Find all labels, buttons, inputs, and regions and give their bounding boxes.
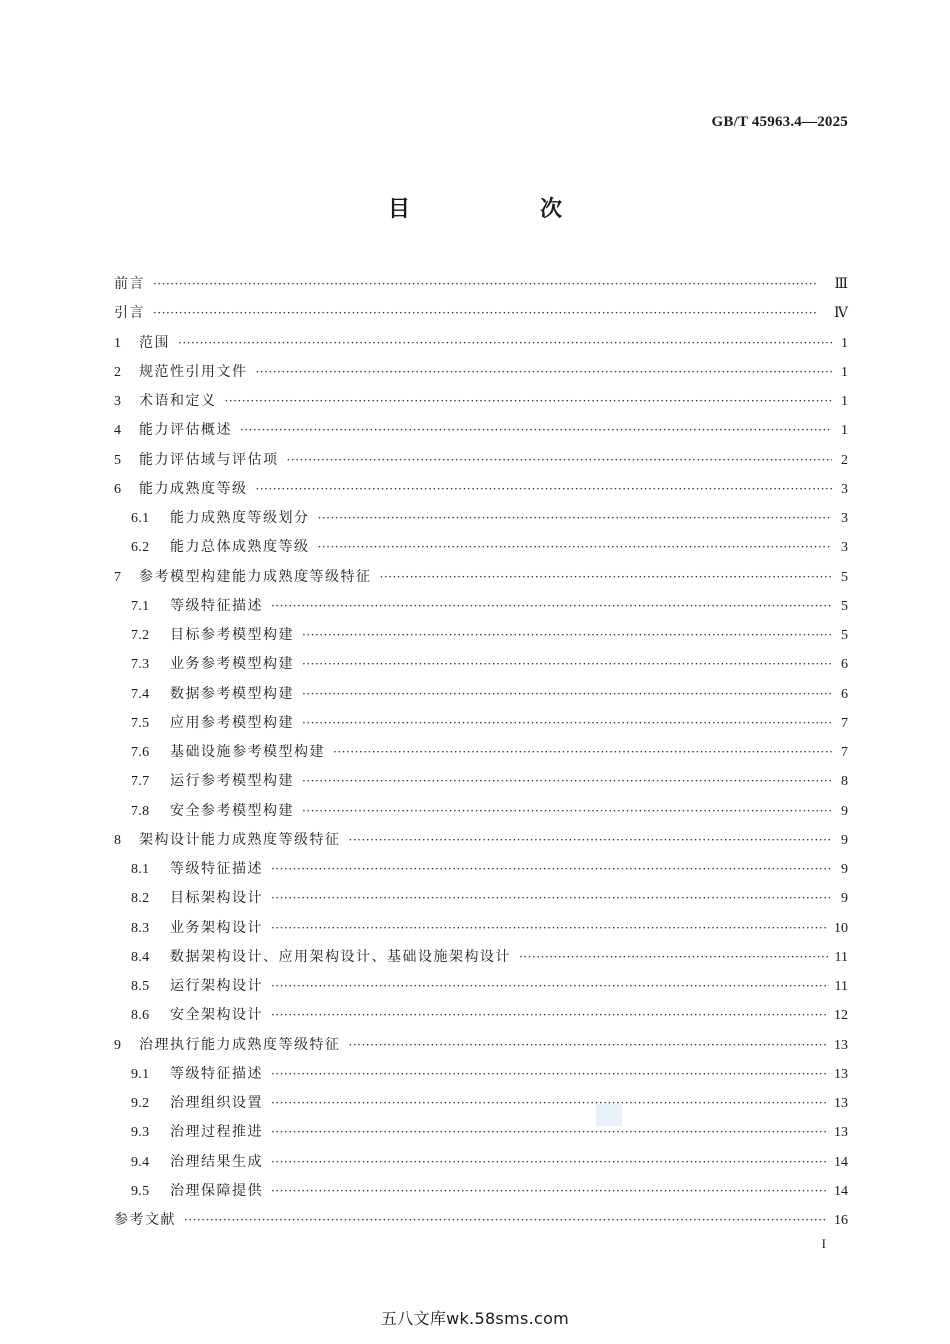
toc-entry-page: 5 — [841, 569, 848, 585]
toc-entry-title: 治理组织设置 — [170, 1095, 263, 1111]
toc-entry-title: 架构设计能力成熟度等级特征 — [139, 831, 341, 848]
toc-leader-dots — [153, 299, 828, 328]
toc-entry-number: 9.5 — [131, 1183, 150, 1199]
toc-entry-page: 11 — [834, 949, 848, 965]
toc-entry[interactable] — [114, 446, 848, 475]
toc-entry-title: 安全参考模型构建 — [170, 802, 294, 819]
toc-entry-page: 12 — [834, 1008, 848, 1024]
toc-entry[interactable] — [114, 1118, 848, 1147]
toc-entry-number: 9.1 — [131, 1066, 150, 1082]
toc-leader-dots — [184, 1206, 828, 1235]
toc-entry-title: 能力成熟度等级划分 — [170, 510, 310, 526]
toc-entry-title: 数据架构设计、应用架构设计、基础设施架构设计 — [170, 948, 511, 965]
toc-entry-title: 参考模型构建能力成熟度等级特征 — [139, 568, 372, 585]
toc-leader-dots — [302, 767, 832, 796]
toc-leader-dots — [240, 416, 832, 445]
toc-entry[interactable] — [114, 826, 848, 855]
toc-entry-number: 7.4 — [131, 686, 150, 702]
toc-entry-title: 能力评估域与评估项 — [139, 451, 279, 468]
toc-title: 目 次 — [387, 197, 616, 222]
toc-leader-dots — [302, 650, 832, 679]
toc-entry-page: 1 — [841, 335, 848, 351]
toc-entry-title: 引言 — [114, 305, 145, 322]
toc-entry[interactable] — [114, 299, 848, 328]
toc-entry-number: 3 — [114, 394, 122, 409]
toc-entry-page: 1 — [841, 364, 848, 380]
toc-entry-title: 能力评估概述 — [139, 422, 232, 439]
toc-entry-page: 1 — [841, 423, 848, 439]
toc-entry-number: 9.3 — [131, 1125, 150, 1141]
toc-leader-dots — [349, 826, 833, 855]
toc-entry-title: 治理过程推进 — [170, 1124, 263, 1141]
toc-entry-number: 8.5 — [131, 979, 150, 994]
toc-entry[interactable] — [114, 504, 848, 533]
toc-entry-page: Ⅳ — [834, 306, 848, 322]
toc-entry-title: 运行参考模型构建 — [170, 773, 294, 790]
toc-leader-dots — [380, 563, 833, 592]
toc-entry[interactable] — [114, 1177, 848, 1206]
toc-entry-title: 术语和定义 — [139, 393, 217, 409]
toc-entry-title: 业务参考模型构建 — [170, 656, 294, 673]
toc-leader-dots — [271, 855, 832, 884]
toc-entry[interactable] — [114, 650, 848, 679]
toc-entry-page: 6 — [841, 686, 848, 702]
standard-code: GB/T 45963.4—2025 — [711, 114, 848, 130]
toc-entry[interactable] — [114, 914, 848, 943]
toc-entry[interactable] — [114, 797, 848, 826]
toc-entry[interactable] — [114, 738, 848, 767]
toc-entry-title: 安全架构设计 — [170, 1007, 263, 1024]
toc-entry[interactable] — [114, 680, 848, 709]
toc-entry-page: 9 — [841, 832, 848, 848]
toc-entry-number: 9 — [114, 1037, 122, 1053]
toc-leader-dots — [271, 1001, 828, 1030]
toc-leader-dots — [333, 738, 832, 767]
toc-entry-title: 能力总体成熟度等级 — [170, 539, 310, 556]
toc-leader-dots — [271, 1148, 828, 1177]
toc-entry-number: 6.2 — [131, 540, 150, 556]
toc-entry-title: 规范性引用文件 — [139, 363, 248, 380]
toc-entry-title: 治理执行能力成熟度等级特征 — [139, 1036, 341, 1053]
toc-entry[interactable] — [114, 592, 848, 621]
toc-leader-dots — [256, 358, 833, 387]
toc-entry-number: 7.3 — [131, 657, 150, 673]
toc-leader-dots — [519, 943, 829, 972]
toc-entry-number: 7.8 — [131, 803, 150, 819]
toc-entry-number: 8.3 — [131, 920, 150, 936]
toc-entry-number: 7.1 — [131, 598, 150, 614]
toc-leader-dots — [271, 1089, 828, 1118]
toc-entry-page: 10 — [834, 920, 848, 936]
page-number: I — [821, 1236, 826, 1251]
toc-entry-page: 5 — [841, 598, 848, 614]
toc-entry-page: Ⅲ — [834, 277, 848, 292]
toc-entry-page: 7 — [841, 745, 848, 760]
toc-entry-number: 2 — [114, 364, 122, 380]
toc-entry[interactable] — [114, 855, 848, 884]
toc-entry-number: 7 — [114, 569, 122, 585]
toc-entry[interactable] — [114, 329, 848, 358]
toc-leader-dots — [271, 1118, 828, 1147]
toc-entry-number: 7.5 — [131, 715, 150, 731]
toc-leader-dots — [271, 1177, 828, 1206]
toc-leader-dots — [153, 270, 828, 299]
toc-entry-title: 目标架构设计 — [170, 890, 263, 907]
toc-entry[interactable] — [114, 358, 848, 387]
toc-entry-title: 应用参考模型构建 — [170, 714, 294, 731]
toc-entry[interactable] — [114, 475, 848, 504]
toc-entry-number: 8.4 — [131, 949, 150, 965]
toc-entry-number: 8.6 — [131, 1008, 150, 1024]
toc-leader-dots — [287, 446, 833, 475]
toc-entry[interactable] — [114, 387, 848, 416]
toc-entry-number: 9.2 — [131, 1096, 150, 1111]
toc-leader-dots — [302, 680, 832, 709]
toc-entry-title: 前言 — [114, 276, 145, 292]
toc-entry-title: 目标参考模型构建 — [170, 627, 294, 643]
toc-entry-page: 9 — [841, 803, 848, 819]
toc-entry-title: 治理保障提供 — [170, 1182, 263, 1199]
toc-leader-dots — [302, 621, 832, 650]
toc-entry[interactable] — [114, 270, 848, 299]
toc-leader-dots — [318, 533, 833, 562]
footer-text: 五八文库wk.58sms.com — [380, 1309, 570, 1328]
toc-entry-number: 7.6 — [131, 745, 150, 760]
toc-entry-page: 1 — [841, 394, 848, 409]
toc-entry-page: 14 — [834, 1154, 848, 1170]
toc-entry[interactable] — [114, 1206, 848, 1235]
toc-leader-dots — [349, 1031, 829, 1060]
toc-entry-page: 7 — [841, 715, 848, 731]
toc-entry-page: 13 — [834, 1037, 848, 1053]
toc-entry-number: 7.7 — [131, 774, 150, 790]
toc-entry-number: 8 — [114, 832, 122, 848]
toc-entry-page: 13 — [834, 1096, 848, 1111]
toc-entry-title: 数据参考模型构建 — [170, 685, 294, 702]
toc-entry-number: 6 — [114, 481, 122, 497]
toc-entry-page: 6 — [841, 657, 848, 673]
toc-entry[interactable] — [114, 767, 848, 796]
toc-entry[interactable] — [114, 563, 848, 592]
toc-entry[interactable] — [114, 943, 848, 972]
toc-entry-page: 13 — [834, 1125, 848, 1141]
toc-entry-number: 7.2 — [131, 628, 150, 643]
table-of-contents — [114, 270, 848, 1235]
toc-leader-dots — [256, 475, 833, 504]
toc-entry-page: 9 — [841, 862, 848, 877]
toc-entry[interactable] — [114, 1089, 848, 1118]
toc-entry-title: 等级特征描述 — [170, 1065, 263, 1082]
toc-entry-page: 13 — [834, 1066, 848, 1082]
toc-entry-number: 6.1 — [131, 511, 150, 526]
toc-entry[interactable] — [114, 1148, 848, 1177]
toc-entry-title: 业务架构设计 — [170, 919, 263, 936]
toc-entry-page: 3 — [841, 481, 848, 497]
toc-entry-number: 8.1 — [131, 862, 150, 877]
toc-entry-number: 8.2 — [131, 891, 150, 907]
toc-entry[interactable] — [114, 884, 848, 913]
toc-entry-number: 5 — [114, 452, 122, 468]
toc-entry[interactable] — [114, 621, 848, 650]
toc-entry-page: 3 — [841, 540, 848, 556]
toc-leader-dots — [271, 884, 832, 913]
toc-leader-dots — [271, 592, 832, 621]
toc-entry-title: 能力成熟度等级 — [139, 480, 248, 497]
toc-entry-page: 2 — [841, 452, 848, 468]
toc-entry-number: 4 — [114, 423, 122, 439]
toc-entry-title: 参考文献 — [114, 1212, 176, 1228]
toc-entry[interactable] — [114, 1060, 848, 1089]
toc-leader-dots — [271, 972, 829, 1001]
toc-entry-page: 9 — [841, 891, 848, 907]
toc-leader-dots — [271, 914, 828, 943]
toc-entry[interactable] — [114, 1031, 848, 1060]
toc-entry-page: 8 — [841, 774, 848, 790]
toc-entry-page: 16 — [834, 1213, 848, 1228]
toc-entry-title: 等级特征描述 — [170, 597, 263, 614]
toc-entry[interactable] — [114, 533, 848, 562]
toc-entry[interactable] — [114, 709, 848, 738]
toc-leader-dots — [271, 1060, 828, 1089]
toc-entry-page: 14 — [834, 1183, 848, 1199]
toc-leader-dots — [302, 797, 832, 826]
toc-leader-dots — [318, 504, 833, 533]
toc-entry-title: 等级特征描述 — [170, 861, 263, 877]
toc-entry[interactable] — [114, 416, 848, 445]
toc-entry-page: 11 — [834, 979, 848, 994]
watermark-logo — [596, 1104, 622, 1126]
toc-entry-number: 9.4 — [131, 1154, 150, 1170]
toc-leader-dots — [225, 387, 833, 416]
toc-entry-title: 基础设施参考模型构建 — [170, 744, 325, 760]
toc-entry-page: 5 — [841, 628, 848, 643]
toc-leader-dots — [302, 709, 832, 738]
toc-entry-number: 1 — [114, 335, 122, 351]
toc-entry[interactable] — [114, 972, 848, 1001]
toc-entry-title: 运行架构设计 — [170, 978, 263, 994]
toc-entry-title: 范围 — [139, 334, 170, 351]
toc-entry-page: 3 — [841, 511, 848, 526]
toc-entry[interactable] — [114, 1001, 848, 1030]
toc-entry-title: 治理结果生成 — [170, 1153, 263, 1170]
toc-leader-dots — [178, 329, 832, 358]
